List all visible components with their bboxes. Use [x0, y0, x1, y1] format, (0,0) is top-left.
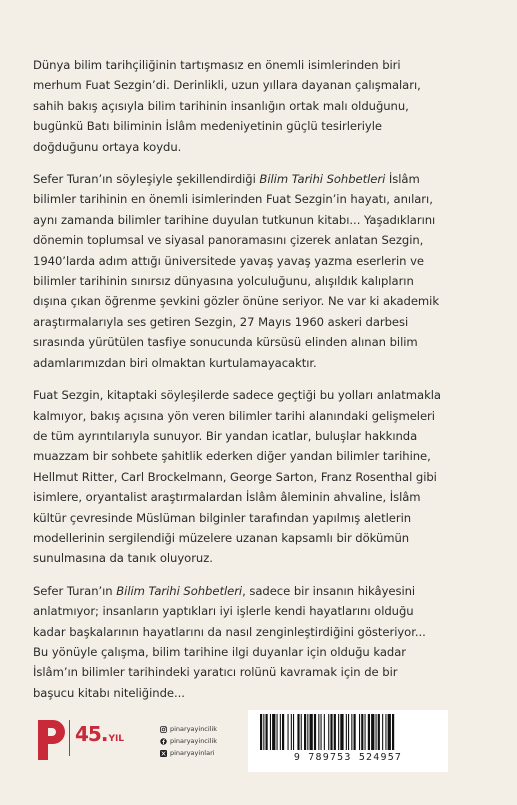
text-line [33, 312, 501, 332]
anniversary-badge [75, 722, 124, 746]
barcode-bar [282, 714, 284, 750]
text-run: adamlarımızdan biri olmaktan kurtulamayacaktır. [33, 355, 317, 370]
anniversary-number: 45. [75, 722, 108, 746]
barcode-bar [314, 714, 316, 750]
barcode-bar [346, 714, 347, 750]
text-line [33, 385, 501, 405]
social-handle: pinaryayinlari [170, 749, 215, 757]
text-run: kalmıyor, bakış açısına yön veren bilimler tarihi alanındaki gelişmeleri [33, 408, 435, 423]
text-run: anlatmıyor; insanların yaptıkları iyi işlerle kendi hayatlarını olduğu [33, 604, 414, 619]
barcode-bar [385, 714, 386, 750]
text-run: sunulmasına da tanık oluyoruz. [33, 551, 213, 566]
barcode-bar [328, 714, 329, 750]
text-run: başucu kitabı niteliğinde... [33, 685, 185, 700]
text-line [33, 251, 501, 271]
barcode-bar [382, 714, 383, 750]
text-line [33, 353, 501, 373]
barcode-bar [272, 714, 275, 750]
barcode-bar [310, 714, 313, 750]
paragraph [33, 385, 501, 569]
text-line [33, 116, 501, 136]
paragraph [33, 169, 501, 373]
text-line [33, 426, 501, 446]
text-run: aynı zamanda bilimler tarihine duyulan tutkunun kitabı... Yaşadıklarını [33, 212, 436, 227]
text-run: kadar başkalarının hayatlarını da nasıl zenginleştirdiğini gösteriyor... [33, 624, 426, 639]
text-run: modellerinin sergilendiği müzelere uzanan kapsamlı bir dökümün [33, 530, 410, 545]
text-line [33, 96, 501, 116]
barcode-bar [304, 714, 306, 750]
text-line [33, 662, 501, 682]
text-line [33, 406, 501, 426]
barcode-bar [361, 714, 363, 750]
text-run: araştırmalarıyla ses getiren Sezgin, 27 Mayıs 1960 askeri darbesi [33, 314, 409, 329]
x-icon [160, 750, 167, 757]
barcode-bar [359, 714, 360, 750]
barcode-bar [334, 714, 336, 750]
text-run: bilimler tarihinin en önemli isimlerinden Fuat Sezgin’in hayatı, anıları, [33, 192, 433, 207]
text-run: merhum Fuat Sezgin’di. Derinlikli, uzun yıllara dayanan çalışmaları, [33, 78, 421, 93]
text-line [33, 55, 501, 75]
text-line [33, 75, 501, 95]
text-run: de tüm ayrıntılarıyla sunuyor. Bir yandan icatlar, buluşlar hakkında [33, 428, 418, 443]
text-line [33, 332, 501, 352]
barcode-bar [297, 714, 299, 750]
barcode-bar [340, 714, 343, 750]
social-x[interactable] [160, 747, 217, 759]
barcode-bar [371, 714, 374, 750]
text-run: Bu yönüyle çalışma, bilim tarihine ilgi duyanlar için olduğu kadar [33, 644, 406, 659]
text-line [33, 271, 501, 291]
barcode-bar [324, 714, 325, 750]
social-handle: pinaryayincilik [170, 725, 218, 733]
barcode-bar [376, 714, 377, 750]
barcode-bar [263, 714, 264, 750]
text-run: sırasında yürütülen tasfiye sonucunda kürsüsü elinden alınan bilim [33, 335, 418, 350]
text-line [33, 622, 501, 642]
facebook-icon [160, 738, 167, 745]
text-run: İslâm [385, 172, 420, 187]
text-line [33, 508, 501, 528]
text-line [33, 230, 501, 250]
barcode-bar [318, 714, 319, 750]
text-line [33, 487, 501, 507]
text-run: kültür çevresinde Müslüman bilginler tarafından yapılmış aletlerin [33, 510, 412, 525]
barcode-bar [291, 714, 292, 750]
text-line [33, 548, 501, 568]
text-line [33, 210, 501, 230]
barcode-bars [256, 714, 440, 752]
barcode-bar [351, 714, 352, 750]
text-line [33, 642, 501, 662]
anniversary-suffix: YIL [108, 734, 125, 744]
barcode-bar [348, 714, 349, 750]
text-line [33, 446, 501, 466]
text-run: isimlere, oryantalist araştırmalardan İslâm âleminin ahvaline, İslâm [33, 490, 421, 505]
barcode-bar [338, 714, 339, 750]
text-run: İslâm’ın bilimler tarihindeki yaratıcı rolünü kavramak için de bir [33, 665, 398, 680]
publisher-logo-icon [36, 718, 66, 762]
barcode-bar [280, 714, 281, 750]
barcode-bar [307, 714, 308, 750]
text-line [33, 601, 501, 621]
barcode-bar [365, 714, 366, 750]
barcode-bar [368, 714, 370, 750]
paragraph [33, 55, 501, 157]
text-run: Sefer Turan’ın [33, 583, 117, 598]
barcode-bar [392, 714, 394, 750]
isbn-number: 9 789753 524957 [293, 752, 403, 763]
paragraph [33, 581, 501, 703]
social-instagram[interactable] [160, 723, 217, 735]
text-line [33, 683, 501, 703]
text-line [33, 169, 501, 189]
barcode-bar [301, 714, 302, 750]
text-run: dönemin toplumsal ve siyasal panoramasını çizerek anlatan Sezgin, [33, 233, 424, 248]
barcode-bar [330, 714, 332, 750]
social-links [160, 723, 217, 759]
text-run: Fuat Sezgin, kitaptaki söyleşilerde sadece geçtiği bu yolları anlatmakla [33, 388, 441, 403]
text-line [33, 528, 501, 548]
barcode-bar [277, 714, 278, 750]
book-title: Bilim Tarihi Sohbetleri [116, 583, 243, 598]
text-run: 1940’larda adım attığı üniversitede yavaş yavaş yazma eserlerin ve [33, 253, 424, 268]
social-handle: pinaryayincilik [170, 737, 218, 745]
text-run: sahih bakış açısıyla bilim tarihinin insanlığın ortak malı olduğunu, [33, 98, 409, 113]
text-line [33, 189, 501, 209]
barcode-bar [288, 714, 289, 750]
text-run: dışına çıkan öğrenme şevkini gözler önüne seriyor. Ne var ki akademik [33, 294, 440, 309]
barcode-bar [354, 714, 356, 750]
text-line [33, 581, 501, 601]
text-run: bugünkü Batı biliminin İslâm medeniyetinin güçlü tesirleriyle [33, 119, 382, 134]
text-line [33, 137, 501, 157]
barcode-bar [321, 714, 322, 750]
isbn-barcode [248, 710, 448, 772]
barcode-bar [270, 714, 271, 750]
text-line [33, 291, 501, 311]
social-facebook[interactable] [160, 735, 217, 747]
barcode-bar [388, 714, 391, 750]
barcode-bar [266, 714, 268, 750]
text-line [33, 467, 501, 487]
barcode-bar [260, 714, 262, 750]
text-run: bilimler tarihinin sınırsız dünyasına yolculuğunu, alışıldık kalıpların [33, 274, 414, 289]
barcode-bar [293, 714, 294, 750]
text-run: Hellmut Ritter, Carl Brockelmann, George Sarton, Franz Rosenthal gibi [33, 469, 437, 484]
text-run: Dünya bilim tarihçiliğinin tartışmasız en önemli isimlerinden biri [33, 58, 401, 72]
barcode-bar [378, 714, 380, 750]
text-run: muazzam bir sohbete şahitlik ederken diğer yandan bilimler tarihine, [33, 449, 431, 464]
text-run: Sefer Turan’ın söyleşiyle şekillendirdiği [33, 172, 260, 187]
instagram-icon [160, 726, 167, 733]
text-run: doğduğunu ortaya koydu. [33, 139, 182, 154]
back-cover-text [33, 55, 501, 715]
text-run: , sadece bir insanın hikâyesini [242, 583, 416, 598]
book-title: Bilim Tarihi Sohbetleri [259, 172, 386, 187]
footer-divider [69, 720, 70, 756]
